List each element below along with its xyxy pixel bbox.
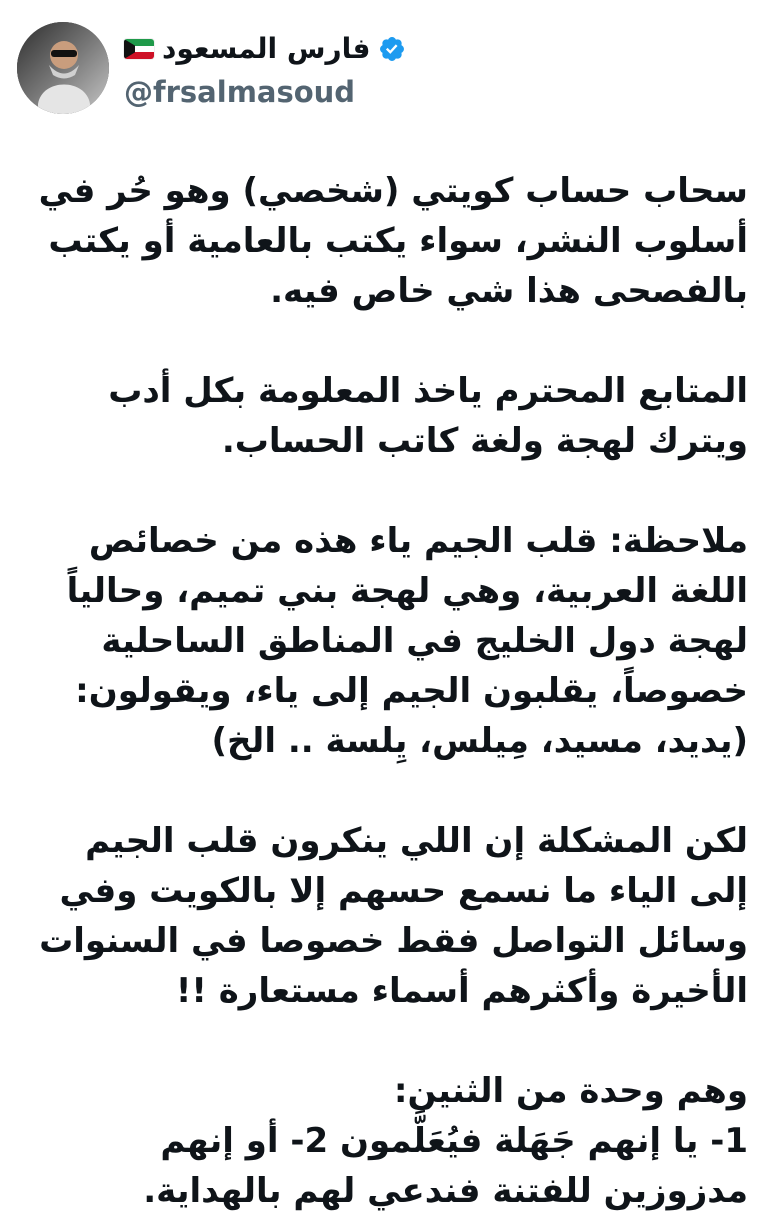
display-name[interactable]: فارس المسعود — [162, 32, 371, 65]
name-row — [124, 26, 406, 72]
profile-photo — [17, 22, 109, 114]
tweet-header — [0, 0, 770, 140]
tweet-paragraph-4: لكن المشكلة إن اللي ينكرون قلب الجيم إلى الياء ما نسمع حسهم إلا بالكويت وفي وسائل التواصل فقط خصوصا في السنوات الأخيرة وأكثرهم أسماء مستعارة !! — [39, 821, 748, 1011]
tweet-paragraph-3: ملاحظة: قلب الجيم ياء هذه من خصائص اللغة العربية، وهي لهجة بني تميم، وحالياً لهجة دول الخليج في المناطق الساحلية خصوصاً، يقلبون الجيم إلى ياء، ويقولون: (يديد، مسيد، مِيلس، يِلسة .. الخ) — [66, 521, 748, 761]
tweet-body — [0, 166, 770, 1216]
user-meta — [124, 26, 424, 116]
user-handle[interactable]: @frsalmasoud — [124, 75, 356, 109]
tweet-paragraph-5: وهم وحدة من الثنين: 1- يا إنهم جَهَلة فيُعَلَّمون 2- أو إنهم مدزوزين للفتنة فندعي لهم بالهداية. — [143, 1071, 748, 1211]
tweet-paragraph-1: سحاب حساب كويتي (شخصي) وهو حُر في أسلوب النشر، سواء يكتب بالعامية أو يكتب بالفصحى هذا شي خاص فيه. — [38, 171, 748, 311]
verified-badge-icon — [378, 35, 406, 63]
kuwait-flag-icon — [124, 39, 154, 59]
avatar[interactable] — [17, 22, 109, 114]
tweet-paragraph-2: المتابع المحترم ياخذ المعلومة بكل أدب ويترك لهجة ولغة كاتب الحساب. — [108, 371, 748, 461]
